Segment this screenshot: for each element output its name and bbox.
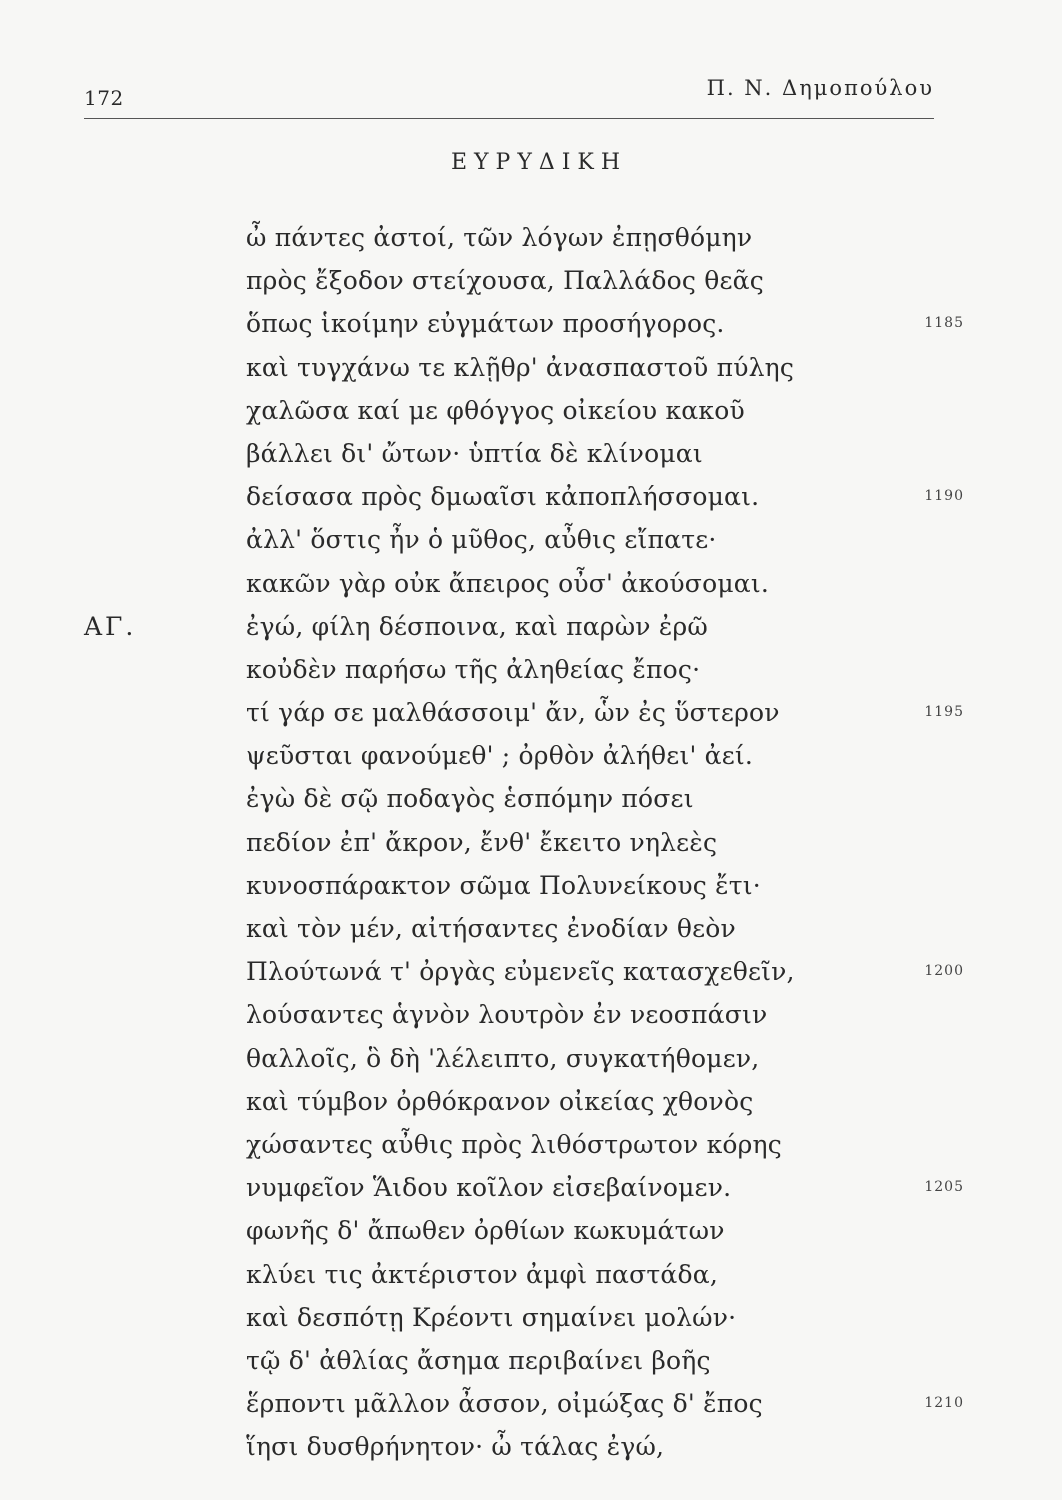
verse-line (84, 1037, 964, 1080)
speaker-label: ΑΓ. (84, 611, 137, 641)
verse-line (84, 259, 964, 302)
verse-text: πρὸς ἔξοδον στείχουσα, Παλλάδος θεᾶς (246, 266, 764, 296)
verse-text: χαλῶσα καί με φθόγγος οἰκείου κακοῦ (246, 395, 745, 425)
verse-text: ἵησι δυσθρήνητον· ὦ τάλας ἐγώ, (246, 1432, 665, 1462)
page-header (84, 70, 934, 110)
verse-line (84, 691, 964, 734)
verse-line (84, 432, 964, 475)
verse-line (84, 475, 964, 518)
verse-line (84, 346, 964, 389)
verse-line (84, 950, 964, 993)
verse-text: ἐγὼ δὲ σῷ ποδαγὸς ἑσπόμην πόσει (246, 784, 694, 814)
verse-text: κοὐδὲν παρήσω τῆς ἀληθείας ἔπος· (246, 654, 701, 684)
verse-text: ὦ πάντες ἀστοί, τῶν λόγων ἐπῃσθόμην (246, 223, 753, 252)
verse-line (84, 1123, 964, 1166)
verse-line (84, 302, 964, 345)
verse-text: ἕρποντι μᾶλλον ἆσσον, οἰμώξας δ' ἔπος (246, 1389, 763, 1419)
verse-text: Πλούτωνά τ' ὀργὰς εὐμενεῖς κατασχεθεῖν, (246, 957, 795, 987)
verse-text: τί γάρ σε μαλθάσσοιμ' ἄν, ὧν ἐς ὕστερον (246, 698, 780, 728)
verse-text: λούσαντες ἁγνὸν λουτρὸν ἐν νεοσπάσιν (246, 1000, 768, 1030)
verse-line (84, 1166, 964, 1209)
line-number: 1190 (924, 488, 964, 505)
verse-text: ἀλλ' ὅστις ἦν ὁ μῦθος, αὖθις εἴπατε· (246, 525, 717, 555)
verse-line (84, 1209, 964, 1252)
verse-line (84, 1296, 964, 1339)
verse-text: δείσασα πρὸς δμωαῖσι κἀποπλήσσομαι. (246, 482, 760, 512)
verse-line (84, 1339, 964, 1382)
verse-line (84, 1080, 964, 1123)
verse-text: θαλλοῖς, ὃ δὴ 'λέλειπτο, συγκατήθομεν, (246, 1043, 760, 1073)
verse-text: κυνοσπάρακτον σῶμα Πολυνείκους ἔτι· (246, 870, 761, 900)
line-number: 1185 (924, 315, 964, 332)
verse-line (84, 389, 964, 432)
verse-text: καὶ τὸν μέν, αἰτήσαντες ἐνοδίαν θεὸν (246, 914, 736, 943)
verse-text: ὅπως ἱκοίμην εὐγμάτων προσήγορος. (246, 309, 725, 339)
verse-line (84, 993, 964, 1036)
running-head: Π. Ν. Δημοπούλου (706, 76, 934, 100)
page-number: 172 (84, 86, 124, 110)
verse-text: κακῶν γὰρ οὐκ ἄπειρος οὖσ' ἀκούσομαι. (246, 568, 770, 598)
verse-text: ἐγώ, φίλη δέσποινα, καὶ παρὼν ἐρῶ (246, 611, 708, 641)
verse-text: καὶ τύμβον ὀρθόκρανον οἰκείας χθονὸς (246, 1086, 754, 1116)
line-number: 1200 (924, 963, 964, 980)
verse-text: νυμφεῖον Ἅιδου κοῖλον εἰσεβαίνομεν. (246, 1173, 732, 1203)
verse-line (84, 734, 964, 777)
line-number: 1205 (924, 1179, 964, 1196)
verse-line (84, 562, 964, 605)
verse-text: τῷ δ' ἀθλίας ἄσημα περιβαίνει βοῆς (246, 1345, 711, 1375)
header-rule (84, 118, 934, 119)
verse-line (84, 1253, 964, 1296)
verse-line (84, 907, 964, 950)
verse-line (84, 1382, 964, 1425)
verse-line (84, 648, 964, 691)
verse-text: καὶ δεσπότῃ Κρέοντι σημαίνει μολών· (246, 1302, 737, 1332)
line-number: 1195 (924, 704, 964, 721)
verse-text: καὶ τυγχάνω τε κλῇθρ' ἀνασπαστοῦ πύλης (246, 352, 795, 382)
verse-line (84, 821, 964, 864)
verse-text: κλύει τις ἀκτέριστον ἀμφὶ παστάδα, (246, 1259, 718, 1289)
verse-text: πεδίον ἐπ' ἄκρον, ἔνθ' ἔκειτο νηλεὲς (246, 827, 718, 857)
verse-line (84, 216, 964, 259)
verse-text: ψεῦσται φανούμεθ' ; ὀρθὸν ἀλήθει' ἀεί. (246, 741, 754, 771)
speaker-heading: ΕΥΡΥΔΙΚΗ (450, 150, 628, 175)
line-number: 1210 (924, 1395, 964, 1412)
verse-line (84, 864, 964, 907)
verse-line (84, 1425, 964, 1468)
verse-line (84, 518, 964, 561)
verse-text: φωνῆς δ' ἄπωθεν ὀρθίων κωκυμάτων (246, 1216, 725, 1246)
verse-block (84, 216, 964, 1468)
verse-line (84, 777, 964, 820)
verse-text: χώσαντες αὖθις πρὸς λιθόστρωτον κόρης (246, 1129, 782, 1159)
verse-text: βάλλει δι' ὤτων· ὑπτία δὲ κλίνομαι (246, 438, 703, 468)
verse-line (84, 605, 964, 648)
